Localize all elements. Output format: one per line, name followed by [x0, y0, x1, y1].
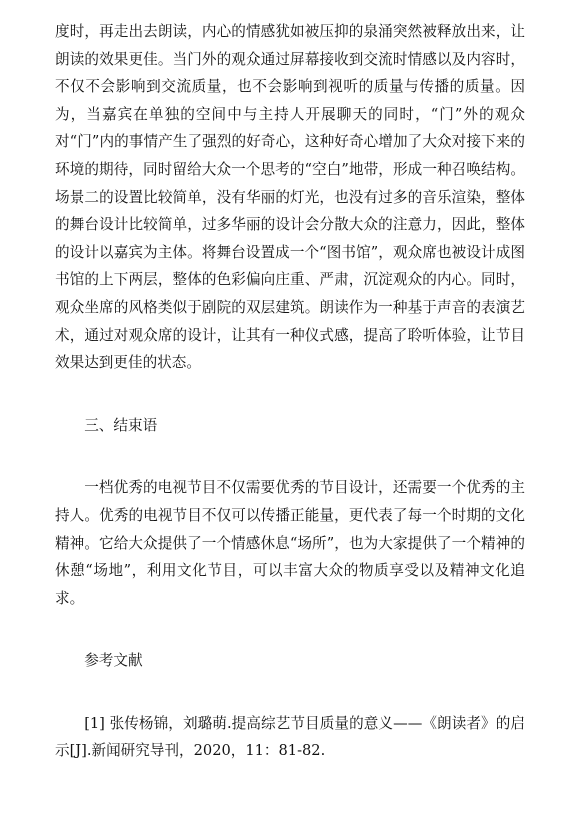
conclusion-paragraph: 一档优秀的电视节目不仅需要优秀的节目设计，还需要一个优秀的主持人。优秀的电视节目不仅可以传播正能量，更代表了每一个时期的文化精神。它给大众提供了一个情感休息“场所”，也为大家提供了一个精神的休憩“场地”，利用文化节目，可以丰富大众的物质享受以及精神文化追求。	[55, 479, 525, 607]
document-page	[55, 18, 525, 765]
spacer	[55, 675, 525, 710]
spacer	[55, 377, 525, 412]
reference-item: [1] 张传杨锦，刘璐萌.提高综艺节目质量的意义——《朗读者》的启示[J].新闻研究导刊，2020，11：81-82.	[55, 714, 525, 760]
spacer	[55, 612, 525, 647]
spacer	[55, 439, 525, 474]
references-heading: 参考文献	[84, 652, 143, 670]
body-paragraph-continuation: 度时，再走出去朗读，内心的情感犹如被压抑的泉涌突然被释放出来，让朗读的效果更佳。当门外的观众通过屏幕接收到交流时情感以及内容时，不仅不会影响到交流质量，也不会影响到视听的质量与传播的质量。因为，当嘉宾在单独的空间中与主持人开展聊天的同时，“门”外的观众对“门”内的事情产生了强烈的好奇心，这种好奇心增加了大众对接下来的环境的期待，同时留给大众一个思考的“空白”地带，形成一种召唤结构。场景二的设置比较简单，没有华丽的灯光，也没有过多的音乐渲染，整体的舞台设计比较简单，过多华丽的设计会分散大众的注意力，因此，整体的设计以嘉宾为主体。将舞台设置成一个“图书馆”，观众席也被设计成图书馆的上下两层，整体的色彩偏向庄重、严肃，沉淀观众的内心。同时，观众坐席的风格类似于剧院的双层建筑。朗读作为一种基于声音的表演艺术，通过对观众席的设计，让其有一种仪式感，提高了聆听体验，让节目效果达到更佳的状态。	[55, 23, 525, 372]
section-heading-conclusion: 三、结束语	[84, 416, 158, 434]
